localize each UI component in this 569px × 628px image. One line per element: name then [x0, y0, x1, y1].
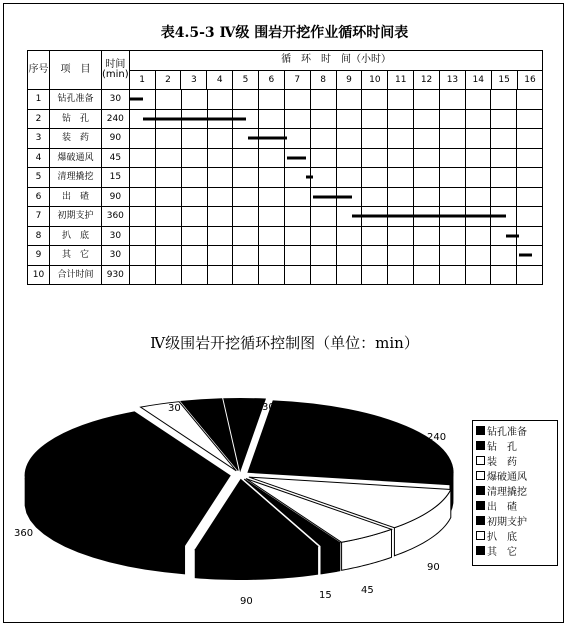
grid-line: [490, 149, 491, 168]
grid-line: [361, 129, 362, 148]
pie-data-label: 15: [319, 590, 332, 601]
legend-swatch: [476, 441, 485, 450]
legend-swatch: [476, 426, 485, 435]
row-time: 360: [102, 207, 130, 227]
grid-line: [232, 168, 233, 187]
header-time: 时间(min): [102, 51, 130, 90]
grid-line: [258, 227, 259, 246]
row-time: 45: [102, 148, 130, 168]
header-cycle: 循 环 时 间（小时）: [129, 51, 543, 71]
grid-line: [155, 129, 156, 148]
header-seq: 序号: [28, 51, 50, 90]
gantt-cell: [129, 148, 543, 168]
grid-line: [465, 246, 466, 265]
grid-line: [413, 246, 414, 265]
hour-header: 4: [207, 70, 233, 90]
grid-line: [490, 168, 491, 187]
hour-header: 14: [465, 70, 491, 90]
gantt-cell: [129, 187, 543, 207]
pie-data-label: 90: [240, 596, 253, 607]
row-item: 装 药: [50, 129, 102, 149]
grid-line: [207, 207, 208, 226]
grid-line: [361, 149, 362, 168]
grid-line: [284, 149, 285, 168]
legend-item: [476, 543, 554, 558]
grid-line: [387, 90, 388, 109]
hour-header: 3: [181, 70, 207, 90]
chart-legend: [472, 420, 558, 566]
legend-swatch: [476, 516, 485, 525]
grid-line: [516, 188, 517, 207]
row-item: 爆破通风: [50, 148, 102, 168]
legend-swatch: [476, 456, 485, 465]
grid-line: [413, 90, 414, 109]
grid-line: [181, 168, 182, 187]
grid-line: [439, 266, 440, 285]
hour-header: 2: [155, 70, 181, 90]
grid-line: [284, 110, 285, 129]
hour-header: 9: [336, 70, 362, 90]
grid-line: [490, 227, 491, 246]
gantt-bar: [313, 195, 352, 198]
grid-line: [387, 149, 388, 168]
legend-label: 钻 孔: [487, 442, 517, 453]
legend-item: [476, 423, 554, 438]
hour-header: 5: [233, 70, 259, 90]
grid-line: [284, 207, 285, 226]
row-item: 钻 孔: [50, 109, 102, 129]
grid-line: [490, 90, 491, 109]
table-row: [28, 265, 543, 285]
pie-data-label: 45: [361, 585, 374, 596]
gantt-cell: [129, 129, 543, 149]
hour-header: 8: [310, 70, 336, 90]
row-seq: 1: [28, 90, 50, 110]
pie-data-label: 360: [14, 528, 34, 539]
pie-data-label: 30: [210, 402, 223, 413]
gantt-bar: [287, 156, 306, 159]
gantt-cell: [129, 109, 543, 129]
row-seq: 5: [28, 168, 50, 188]
table-title: 表4.5-3 Ⅳ级 围岩开挖作业循环时间表: [160, 25, 409, 41]
grid-line: [258, 90, 259, 109]
grid-line: [413, 188, 414, 207]
grid-line: [232, 149, 233, 168]
legend-label: 扒 底: [487, 532, 517, 543]
row-seq: 2: [28, 109, 50, 129]
grid-line: [310, 246, 311, 265]
legend-item: [476, 513, 554, 528]
legend-label: 初期支护: [487, 517, 527, 528]
gantt-cell: [129, 90, 543, 110]
schedule-table: [27, 50, 543, 285]
table-row: [28, 207, 543, 227]
legend-swatch: [476, 486, 485, 495]
grid-line: [207, 129, 208, 148]
grid-line: [387, 168, 388, 187]
hour-header: 13: [439, 70, 465, 90]
grid-line: [465, 188, 466, 207]
grid-line: [310, 110, 311, 129]
row-time: 240: [102, 109, 130, 129]
pie-slice-side: [321, 543, 340, 574]
table-row: [28, 109, 543, 129]
row-item: 扒 底: [50, 226, 102, 246]
grid-line: [310, 188, 311, 207]
gantt-bar: [143, 117, 246, 120]
row-time: 30: [102, 226, 130, 246]
grid-line: [310, 90, 311, 109]
grid-line: [258, 207, 259, 226]
grid-line: [516, 110, 517, 129]
grid-line: [155, 149, 156, 168]
grid-line: [413, 168, 414, 187]
grid-line: [361, 266, 362, 285]
row-item: 合计时间: [50, 265, 102, 285]
gantt-bar: [306, 176, 312, 179]
grid-line: [310, 227, 311, 246]
gantt-bar: [248, 137, 287, 140]
grid-line: [284, 90, 285, 109]
grid-line: [465, 149, 466, 168]
gantt-cell: [129, 265, 543, 285]
table-row: [28, 148, 543, 168]
pie-slice: [248, 401, 453, 485]
grid-line: [232, 227, 233, 246]
grid-line: [181, 207, 182, 226]
grid-line: [490, 110, 491, 129]
grid-line: [181, 227, 182, 246]
grid-line: [361, 188, 362, 207]
table-row: [28, 187, 543, 207]
grid-line: [361, 246, 362, 265]
grid-line: [232, 266, 233, 285]
row-time: 30: [102, 90, 130, 110]
grid-line: [284, 227, 285, 246]
grid-line: [361, 90, 362, 109]
hour-header: 7: [284, 70, 310, 90]
grid-line: [155, 266, 156, 285]
hour-header: 11: [388, 70, 414, 90]
grid-line: [336, 266, 337, 285]
gantt-bar: [130, 98, 143, 101]
grid-line: [155, 188, 156, 207]
grid-line: [181, 149, 182, 168]
grid-line: [439, 227, 440, 246]
legend-item: [476, 468, 554, 483]
row-time: 30: [102, 246, 130, 266]
grid-line: [439, 168, 440, 187]
legend-swatch: [476, 501, 485, 510]
grid-line: [336, 227, 337, 246]
pie-data-label: 30: [168, 403, 181, 414]
grid-line: [207, 246, 208, 265]
hour-header: 1: [129, 70, 155, 90]
grid-line: [465, 227, 466, 246]
legend-label: 出 碴: [487, 502, 517, 513]
grid-line: [155, 90, 156, 109]
pie-data-label: 30: [262, 402, 275, 413]
grid-line: [232, 90, 233, 109]
legend-swatch: [476, 531, 485, 540]
gantt-cell: [129, 207, 543, 227]
grid-line: [155, 246, 156, 265]
legend-label: 钻孔准备: [487, 427, 527, 438]
hour-header: 16: [517, 70, 543, 90]
grid-line: [490, 266, 491, 285]
grid-line: [516, 129, 517, 148]
grid-line: [336, 90, 337, 109]
grid-line: [439, 90, 440, 109]
grid-line: [387, 227, 388, 246]
grid-line: [361, 168, 362, 187]
row-time: 15: [102, 168, 130, 188]
grid-line: [413, 149, 414, 168]
pie-data-label: 90: [427, 562, 440, 573]
table-row: [28, 129, 543, 149]
grid-line: [284, 168, 285, 187]
grid-line: [232, 188, 233, 207]
table-row: [28, 90, 543, 110]
legend-swatch: [476, 546, 485, 555]
grid-line: [207, 90, 208, 109]
grid-line: [258, 246, 259, 265]
pie-data-label: 240: [427, 432, 447, 443]
grid-line: [284, 246, 285, 265]
legend-item: [476, 528, 554, 543]
grid-line: [516, 207, 517, 226]
hour-header: 10: [362, 70, 388, 90]
row-seq: 10: [28, 265, 50, 285]
hour-header: 12: [414, 70, 440, 90]
grid-line: [181, 246, 182, 265]
header-item: 项 目: [50, 51, 102, 90]
table-row: [28, 226, 543, 246]
gantt-bar: [352, 215, 507, 218]
grid-line: [465, 266, 466, 285]
hour-header: 6: [258, 70, 284, 90]
grid-line: [413, 129, 414, 148]
gantt-cell: [129, 246, 543, 266]
grid-line: [413, 110, 414, 129]
grid-line: [516, 90, 517, 109]
gantt-cell: [129, 226, 543, 246]
grid-line: [155, 227, 156, 246]
grid-line: [310, 207, 311, 226]
grid-line: [413, 266, 414, 285]
grid-line: [181, 266, 182, 285]
legend-item: [476, 453, 554, 468]
grid-line: [465, 129, 466, 148]
grid-line: [439, 149, 440, 168]
grid-line: [207, 149, 208, 168]
grid-line: [490, 188, 491, 207]
grid-line: [181, 129, 182, 148]
row-seq: 3: [28, 129, 50, 149]
grid-line: [232, 207, 233, 226]
legend-label: 清理撬挖: [487, 487, 527, 498]
grid-line: [516, 266, 517, 285]
grid-line: [516, 149, 517, 168]
grid-line: [207, 188, 208, 207]
grid-line: [387, 129, 388, 148]
grid-line: [439, 246, 440, 265]
grid-line: [439, 188, 440, 207]
grid-line: [181, 188, 182, 207]
grid-line: [336, 129, 337, 148]
grid-line: [258, 266, 259, 285]
row-item: 清理撬挖: [50, 168, 102, 188]
grid-line: [232, 246, 233, 265]
grid-line: [284, 266, 285, 285]
row-item: 出 碴: [50, 187, 102, 207]
grid-line: [465, 90, 466, 109]
row-seq: 6: [28, 187, 50, 207]
gantt-cell: [129, 168, 543, 188]
row-item: 其 它: [50, 246, 102, 266]
row-seq: 9: [28, 246, 50, 266]
row-time: 90: [102, 129, 130, 149]
grid-line: [207, 227, 208, 246]
grid-line: [361, 110, 362, 129]
grid-line: [310, 266, 311, 285]
row-time: 90: [102, 187, 130, 207]
grid-line: [232, 129, 233, 148]
grid-line: [413, 227, 414, 246]
row-item: 钻孔准备: [50, 90, 102, 110]
grid-line: [181, 90, 182, 109]
grid-line: [284, 188, 285, 207]
table-row: [28, 246, 543, 266]
grid-line: [258, 149, 259, 168]
grid-line: [336, 149, 337, 168]
row-item: 初期支护: [50, 207, 102, 227]
grid-line: [516, 246, 517, 265]
legend-item: [476, 438, 554, 453]
legend-label: 其 它: [487, 547, 517, 558]
grid-line: [387, 266, 388, 285]
grid-line: [155, 207, 156, 226]
legend-swatch: [476, 471, 485, 480]
grid-line: [465, 110, 466, 129]
grid-line: [336, 168, 337, 187]
grid-line: [336, 207, 337, 226]
legend-label: 爆破通风: [487, 472, 527, 483]
grid-line: [310, 129, 311, 148]
legend-item: [476, 498, 554, 513]
grid-line: [439, 129, 440, 148]
grid-line: [490, 129, 491, 148]
hour-header: 15: [491, 70, 517, 90]
grid-line: [258, 110, 259, 129]
grid-line: [490, 246, 491, 265]
grid-line: [336, 246, 337, 265]
grid-line: [387, 246, 388, 265]
grid-line: [258, 188, 259, 207]
grid-line: [207, 266, 208, 285]
table-row: [28, 168, 543, 188]
gantt-bar: [519, 254, 532, 257]
grid-line: [439, 110, 440, 129]
gantt-bar: [506, 234, 519, 237]
grid-line: [516, 168, 517, 187]
grid-line: [465, 168, 466, 187]
grid-line: [155, 168, 156, 187]
row-time: 930: [102, 265, 130, 285]
row-seq: 4: [28, 148, 50, 168]
grid-line: [207, 168, 208, 187]
grid-line: [387, 188, 388, 207]
row-seq: 8: [28, 226, 50, 246]
legend-label: 装 药: [487, 457, 517, 468]
grid-line: [387, 110, 388, 129]
grid-line: [361, 227, 362, 246]
legend-item: [476, 483, 554, 498]
pie-chart-title: Ⅳ级围岩开挖循环控制图（单位：min）: [150, 334, 419, 352]
grid-line: [258, 168, 259, 187]
grid-line: [310, 149, 311, 168]
grid-line: [336, 110, 337, 129]
row-seq: 7: [28, 207, 50, 227]
